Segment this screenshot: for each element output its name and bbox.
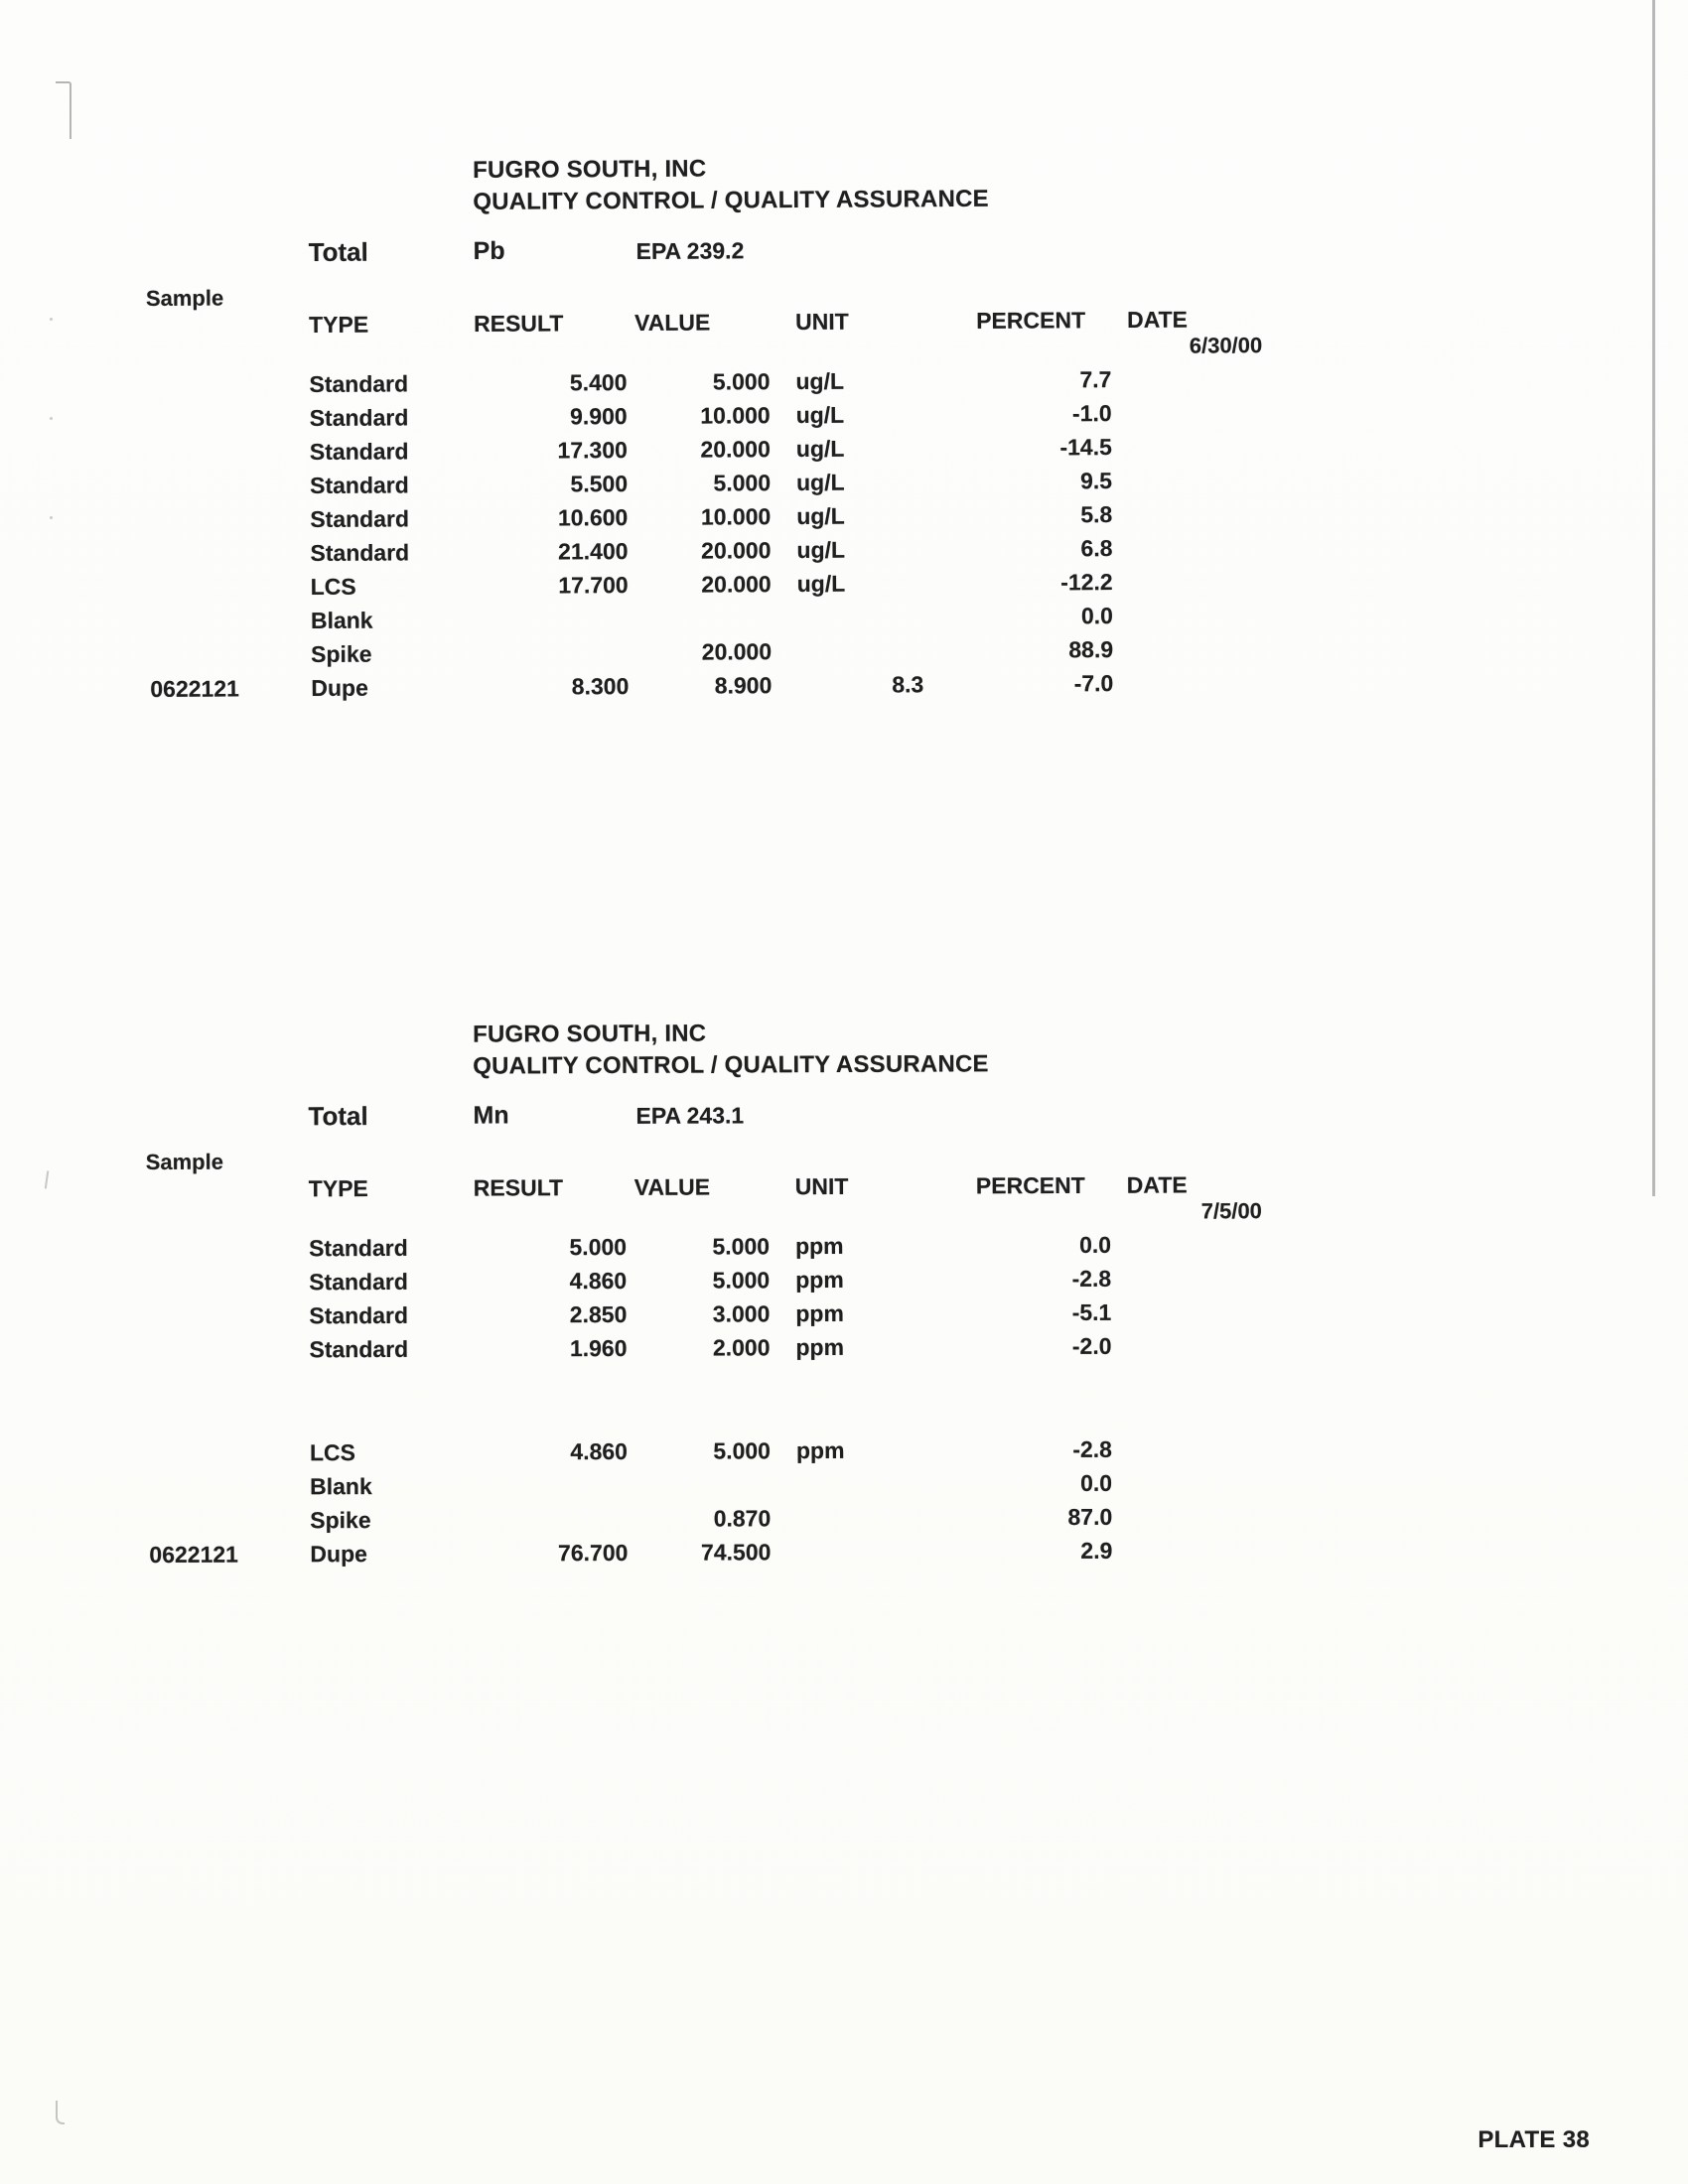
cell-unit: ppm	[795, 1436, 845, 1464]
cell-unit	[776, 1464, 891, 1499]
total-label: Total	[308, 236, 368, 268]
cell-sample: 0622121	[150, 675, 239, 703]
cell-type: Standard	[310, 539, 410, 567]
table-row	[149, 460, 1273, 500]
table-row	[148, 358, 1272, 399]
cell-unit: ppm	[794, 1232, 844, 1260]
cell-extra	[890, 1260, 929, 1294]
cell-type: Dupe	[310, 1541, 367, 1568]
cell-sample	[150, 634, 311, 669]
column-header-date: DATE	[1126, 306, 1189, 333]
qc-section-mn	[0, 1006, 1688, 1688]
cell-percent: -2.8	[1071, 1265, 1112, 1292]
column-header-date: DATE	[1126, 1171, 1188, 1198]
cell-date	[1114, 460, 1273, 494]
cell-type: Dupe	[311, 674, 368, 702]
column-header-unit: UNIT	[794, 1172, 849, 1200]
cell-value	[628, 1464, 776, 1499]
cell-percent: 0.0	[1080, 1469, 1113, 1496]
cell-value: 5.000	[712, 368, 771, 395]
cell-value: 20.000	[700, 436, 771, 463]
cell-sample	[148, 1329, 309, 1364]
cell-unit: ppm	[795, 1266, 844, 1294]
column-header-extra	[890, 1168, 929, 1200]
cell-value: 5.000	[713, 1437, 771, 1464]
cell-unit	[777, 597, 892, 631]
qc-table-mn	[148, 1166, 1274, 1569]
cell-percent: 0.0	[1080, 603, 1113, 629]
cell-unit: ug/L	[796, 536, 846, 564]
cell-sample	[149, 398, 310, 433]
cell-result: 5.500	[570, 471, 629, 497]
cell-type: Standard	[310, 505, 410, 533]
cell-percent: 9.5	[1079, 468, 1113, 494]
company-name: FUGRO SOUTH, INC	[473, 155, 707, 185]
method-number: EPA 243.1	[635, 1102, 745, 1129]
cell-type: Standard	[309, 404, 409, 432]
column-header-percent: PERCENT	[975, 1171, 1085, 1199]
cell-result: 9.900	[570, 403, 628, 430]
cell-value: 5.000	[713, 470, 772, 496]
cell-type: Standard	[309, 370, 409, 398]
table-body	[149, 1429, 1274, 1569]
cell-type: Blank	[310, 607, 373, 634]
table-gap	[149, 1359, 1273, 1433]
cell-value: 20.000	[701, 571, 772, 598]
column-header-type: TYPE	[309, 311, 369, 339]
qc-table-pb	[148, 301, 1274, 703]
cell-date	[1115, 595, 1274, 629]
cell-result: 21.400	[558, 538, 629, 565]
qc-subtitle: QUALITY CONTROL / QUALITY ASSURANCE	[473, 185, 989, 216]
cell-unit: ug/L	[795, 435, 845, 463]
cell-unit	[777, 664, 892, 699]
cell-result: 17.700	[558, 572, 629, 599]
cell-value: 74.500	[700, 1539, 772, 1566]
cell-unit: ug/L	[795, 469, 845, 496]
cell-sample	[148, 1296, 309, 1330]
table-row	[148, 1224, 1272, 1263]
cell-result: 5.000	[569, 1233, 628, 1261]
cell-result: 4.860	[570, 1437, 628, 1465]
cell-type: Standard	[309, 438, 409, 466]
cell-unit: ug/L	[795, 401, 845, 429]
cell-unit: ppm	[795, 1333, 845, 1361]
cell-percent: -14.5	[1059, 434, 1112, 461]
cell-date	[1114, 493, 1273, 528]
cell-result	[470, 599, 629, 633]
cell-result: 2.850	[569, 1300, 628, 1328]
cell-extra	[891, 1464, 930, 1498]
cell-percent: 5.8	[1080, 501, 1113, 528]
cell-unit	[776, 1498, 891, 1533]
cell-percent: 2.9	[1080, 1537, 1113, 1564]
cell-result: 17.300	[557, 437, 628, 464]
table-row	[148, 1292, 1272, 1330]
cell-date	[1115, 628, 1274, 663]
column-header-result: RESULT	[474, 310, 564, 338]
table-row	[149, 392, 1273, 433]
table-row	[149, 426, 1273, 467]
sample-column-label: Sample	[145, 1149, 223, 1175]
table-row	[149, 1462, 1273, 1501]
cell-date	[1114, 1429, 1273, 1463]
cell-sample	[148, 1228, 309, 1263]
cell-percent: -7.0	[1073, 670, 1114, 697]
cell-value	[629, 598, 777, 632]
cell-result: 1.960	[569, 1334, 628, 1362]
cell-extra	[891, 428, 930, 462]
scan-artifact-bracket	[56, 81, 71, 139]
cell-percent: -1.0	[1071, 400, 1112, 427]
table-row	[149, 493, 1273, 534]
cell-value: 8.900	[714, 672, 773, 699]
cell-sample	[149, 533, 310, 568]
cell-percent: -5.1	[1071, 1298, 1112, 1325]
cell-extra	[892, 630, 931, 664]
cell-unit: ug/L	[796, 570, 846, 598]
cell-extra	[891, 394, 930, 428]
cell-result	[469, 1499, 628, 1534]
cell-date	[1114, 1496, 1273, 1531]
cell-result: 8.300	[571, 673, 630, 700]
cell-date	[1113, 1258, 1272, 1293]
cell-sample	[149, 432, 310, 467]
table-row	[149, 1496, 1273, 1535]
cell-value: 20.000	[701, 638, 773, 665]
cell-unit: ug/L	[796, 502, 845, 530]
cell-value: 2.000	[712, 1334, 771, 1361]
table-row	[148, 1325, 1272, 1364]
column-header-sample	[148, 307, 309, 340]
cell-date	[1113, 1325, 1272, 1360]
cell-date	[1114, 527, 1273, 562]
table-row	[150, 595, 1274, 635]
cell-percent: -2.8	[1072, 1435, 1112, 1462]
cell-type: Standard	[309, 1335, 409, 1363]
cell-extra	[892, 563, 931, 597]
table-row	[148, 1258, 1272, 1297]
cell-unit: ppm	[795, 1299, 844, 1327]
cell-percent: -12.2	[1060, 569, 1113, 596]
cell-result	[470, 632, 629, 667]
analyte-symbol: Pb	[473, 236, 505, 266]
table-header-row	[148, 1166, 1272, 1203]
cell-date	[1113, 358, 1272, 393]
cell-type: Spike	[311, 640, 372, 668]
cell-type: Spike	[310, 1507, 371, 1534]
table-body	[148, 358, 1274, 703]
cell-sample	[148, 1262, 309, 1297]
table-row	[149, 1429, 1273, 1467]
table-row	[150, 561, 1274, 602]
cell-sample	[149, 1433, 310, 1467]
column-header-extra	[890, 303, 929, 335]
cell-result: 10.600	[557, 504, 629, 531]
cell-type: Standard	[308, 1234, 408, 1262]
qc-subtitle: QUALITY CONTROL / QUALITY ASSURANCE	[473, 1050, 989, 1080]
cell-extra	[890, 360, 929, 394]
cell-type: Blank	[310, 1473, 372, 1500]
cell-date	[1114, 1462, 1273, 1497]
scan-artifact-hook	[56, 2101, 65, 2124]
cell-date	[1114, 426, 1273, 461]
cell-date	[1115, 561, 1274, 596]
cell-value: 3.000	[712, 1300, 771, 1327]
cell-type: Standard	[309, 472, 409, 499]
cell-date	[1113, 1224, 1272, 1259]
cell-value: 10.000	[700, 503, 772, 530]
cell-percent: 6.8	[1080, 535, 1113, 562]
table-row	[149, 527, 1273, 568]
cell-value: 10.000	[700, 402, 771, 429]
cell-result: 5.400	[569, 369, 628, 396]
cell-percent: 0.0	[1078, 1231, 1112, 1258]
analyte-symbol: Mn	[473, 1101, 509, 1130]
cell-extra	[891, 1532, 930, 1566]
cell-extra: 8.3	[892, 671, 924, 698]
cell-percent: 88.9	[1068, 636, 1114, 663]
cell-percent: 87.0	[1067, 1503, 1113, 1530]
cell-extra	[891, 462, 930, 495]
cell-sample	[150, 567, 311, 602]
cell-unit: ug/L	[795, 367, 845, 395]
cell-extra	[890, 1327, 929, 1361]
cell-percent: 7.7	[1079, 366, 1112, 393]
cell-type: Standard	[309, 1301, 409, 1329]
cell-value: 5.000	[712, 1267, 771, 1294]
cell-extra	[891, 529, 930, 563]
company-name: FUGRO SOUTH, INC	[473, 1020, 707, 1048]
cell-extra	[891, 495, 930, 529]
cell-date	[1115, 662, 1274, 697]
plate-label: PLATE 38	[1477, 2126, 1590, 2153]
cell-extra	[892, 597, 931, 630]
table-row	[150, 628, 1274, 669]
column-header-result: RESULT	[473, 1174, 564, 1201]
table-body	[148, 1224, 1273, 1364]
cell-date	[1113, 1292, 1272, 1326]
cell-value: 0.870	[713, 1505, 772, 1532]
table-row	[150, 662, 1274, 703]
date-value: 7/5/00	[1200, 1198, 1262, 1224]
cell-type: Standard	[309, 1268, 408, 1296]
cell-result: 76.700	[557, 1539, 629, 1567]
sample-column-label: Sample	[145, 285, 224, 312]
cell-value: 5.000	[712, 1233, 771, 1260]
table-row	[149, 1530, 1273, 1569]
column-header-unit: UNIT	[794, 308, 849, 336]
cell-sample	[149, 466, 310, 500]
column-header-sample	[148, 1170, 309, 1203]
column-header-value: VALUE	[633, 1173, 711, 1200]
cell-percent: -2.0	[1071, 1332, 1112, 1359]
cell-extra	[890, 1226, 929, 1260]
cell-sample	[149, 1466, 310, 1501]
cell-extra	[891, 1431, 930, 1464]
cell-sample	[149, 1500, 310, 1535]
cell-extra	[891, 1498, 930, 1532]
cell-sample	[149, 499, 310, 534]
column-header-type: TYPE	[308, 1175, 368, 1202]
cell-type: LCS	[310, 573, 356, 601]
total-label: Total	[308, 1101, 368, 1132]
cell-unit	[776, 1532, 891, 1567]
cell-result: 4.860	[569, 1267, 628, 1295]
cell-type: LCS	[309, 1439, 355, 1466]
cell-sample	[148, 364, 309, 399]
cell-value: 20.000	[701, 537, 772, 564]
cell-date	[1114, 1530, 1273, 1565]
cell-extra	[890, 1294, 929, 1327]
cell-unit	[777, 630, 892, 665]
column-header-percent: PERCENT	[976, 307, 1086, 334]
qc-section-pb	[0, 140, 1688, 765]
column-header-value: VALUE	[633, 309, 711, 337]
cell-result	[469, 1465, 628, 1500]
cell-date	[1114, 392, 1273, 427]
method-number: EPA 239.2	[635, 237, 745, 265]
cell-sample	[150, 601, 311, 635]
date-value: 6/30/00	[1189, 333, 1263, 358]
cell-sample: 0622121	[149, 1541, 238, 1569]
